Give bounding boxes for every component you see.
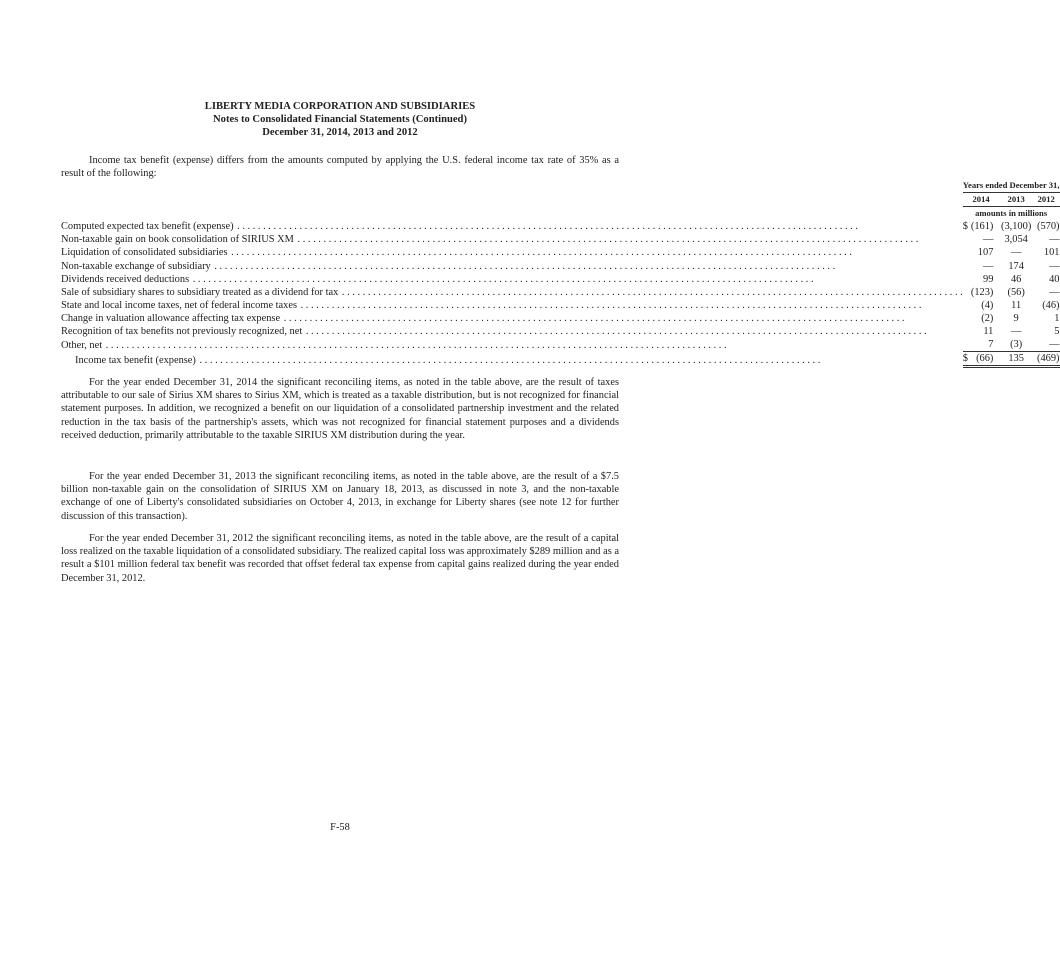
value-2013: (56) bbox=[1007, 286, 1025, 298]
intro-text: Income tax benefit (expense) differs from the amounts computed by applying the U.S. federal income tax rate of 35% as a result of the following: bbox=[61, 155, 619, 180]
value-2014: — bbox=[983, 260, 994, 272]
row-label: Computed expected tax benefit (expense) bbox=[61, 221, 234, 233]
value-2014: (161) bbox=[970, 221, 994, 233]
table-group-header-row bbox=[61, 179, 1060, 193]
value-2013: 135 bbox=[999, 352, 1033, 367]
dot-leader: Other, net . . . . . . . . . . . . . . . . . . . . . . . . . . . . . . . . . . . . . . . . . . . . . . . . . . . . . . . . . . . . . . . . . . . . . . . . . . . . . . . . . . . . . . . . . . . . . . . . . . . . . . . . . . . . . . . . . . . . . . . . bbox=[61, 339, 727, 351]
dot-leader: Income tax benefit (expense) . . . . . . . . . . . . . . . . . . . . . . . . . . . . . . . . . . . . . . . . . . . . . . . . . . . . . . . . . . . . . . . . . . . . . . . . . . . . . . . . . . . . . . . . . . . . . . . . . . . . . . . . . . . . . . . . . . . . . . . . bbox=[75, 354, 821, 366]
dot-leader: Recognition of tax benefits not previously recognized, net . . . . . . . . . . . . . . . . . . . . . . . . . . . . . . . . . . . . . . . . . . . . . . . . . . . . . . . . . . . . . . . . . . . . . . . . . . . . . . . . . . . . . . . . . . . . . . . . . . . . . . . . . . . . . . . . . . . . . . . . bbox=[61, 326, 927, 338]
value-2013: 9 bbox=[1013, 312, 1019, 324]
table-row bbox=[61, 273, 1060, 286]
value-2013: — bbox=[1010, 326, 1022, 338]
value-2014: — bbox=[983, 234, 994, 246]
value-2014: (66) bbox=[969, 352, 1000, 367]
row-label: Non-taxable exchange of subsidiary bbox=[61, 260, 211, 272]
period-subheading: December 31, 2014, 2013 and 2012 bbox=[262, 127, 418, 138]
value-2012: — bbox=[1049, 286, 1060, 298]
table-units-row bbox=[61, 207, 1060, 221]
table-body bbox=[61, 220, 1060, 367]
value-2012: — bbox=[1049, 260, 1060, 272]
year-header-2014: 2014 bbox=[963, 193, 1000, 207]
intro-paragraph bbox=[61, 154, 619, 180]
paragraph-2013-text: For the year ended December 31, 2013 the significant reconciling items, as noted in the table above, are the result of a $7.5 billion non-taxable gain on the consolidation of SIRIUS XM on January 18, 2013, as discussed in note 3, and the non-taxable exchange of one of Liberty's consolidated subsidiaries on October 4, 2013, in exchange for Liberty shares (see note 12 for further discussion of this transaction). bbox=[61, 471, 619, 522]
row-label-cell bbox=[61, 299, 963, 312]
years-ended-header: Years ended December 31, bbox=[963, 179, 1060, 193]
table-row bbox=[61, 286, 1060, 299]
value-2013: (3) bbox=[999, 338, 1033, 352]
row-label-cell bbox=[61, 338, 963, 352]
table-row bbox=[61, 312, 1060, 325]
row-label: Liquidation of consolidated subsidiaries bbox=[61, 247, 228, 259]
table-total-row bbox=[61, 352, 1060, 367]
value-2013: 3,054 bbox=[1004, 234, 1028, 246]
row-label-cell bbox=[61, 246, 963, 259]
value-2013: 174 bbox=[1008, 260, 1024, 272]
row-label-cell bbox=[61, 352, 963, 367]
table-year-header-row bbox=[61, 193, 1060, 207]
row-label: Non-taxable gain on book consolidation of SIRIUS XM bbox=[61, 234, 294, 246]
table-row bbox=[61, 260, 1060, 273]
row-label-cell bbox=[61, 260, 963, 273]
row-label: Dividends received deductions bbox=[61, 273, 190, 285]
value-2012: — bbox=[1049, 234, 1060, 246]
dot-leader: State and local income taxes, net of federal income taxes . . . . . . . . . . . . . . . . . . . . . . . . . . . . . . . . . . . . . . . . . . . . . . . . . . . . . . . . . . . . . . . . . . . . . . . . . . . . . . . . . . . . . . . . . . . . . . . . . . . . . . . . . . . . . . . . . . . . . . . . bbox=[61, 299, 922, 311]
year-header-2013: 2013 bbox=[999, 193, 1033, 207]
paragraph-2014-text: For the year ended December 31, 2014 the significant reconciling items, as noted in the table above, are the result of taxes attributable to our sale of Sirius XM shares to Sirius XM, which is treated as a taxable distribution, but is not recognized for financial statement purposes. In addition, we recognized a benefit on our liquidation of a consolidated partnership investment and the related reduction in the tax basis of the partnership's assets, which was not recognized for financial statement purposes and a dividends received deduction, primarily attributable to the taxable SIRIUS XM distribution during the year. bbox=[61, 377, 619, 441]
value-2014: (123) bbox=[970, 286, 994, 298]
dot-leader: Non-taxable gain on book consolidation of SIRIUS XM . . . . . . . . . . . . . . . . . . . . . . . . . . . . . . . . . . . . . . . . . . . . . . . . . . . . . . . . . . . . . . . . . . . . . . . . . . . . . . . . . . . . . . . . . . . . . . . . . . . . . . . . . . . . . . . . . . . . . . . . bbox=[61, 234, 919, 246]
dollar-sign: $ bbox=[963, 352, 969, 367]
value-2013: 46 bbox=[1010, 273, 1022, 285]
value-2012: 5 bbox=[1054, 326, 1060, 338]
table-row bbox=[61, 233, 1060, 246]
dot-leader: Computed expected tax benefit (expense) . . . . . . . . . . . . . . . . . . . . . . . . . . . . . . . . . . . . . . . . . . . . . . . . . . . . . . . . . . . . . . . . . . . . . . . . . . . . . . . . . . . . . . . . . . . . . . . . . . . . . . . . . . . . . . . . . . . . . . . . bbox=[61, 221, 858, 233]
value-2014: 99 bbox=[983, 273, 994, 285]
row-label: State and local income taxes, net of federal income taxes bbox=[61, 299, 298, 311]
paragraph-2012-text: For the year ended December 31, 2012 the significant reconciling items, as noted in the table above, are the result of a capital loss realized on the taxable liquidation of a consolidated subsidiary. The realized capital loss was approximately $289 million and as a result a $101 million federal tax benefit was recorded that offset federal tax expense from capital gains realized during the year ended December 31, 2012. bbox=[61, 533, 619, 584]
units-caption: amounts in millions bbox=[975, 208, 1048, 219]
dot-leader: Liquidation of consolidated subsidiaries . . . . . . . . . . . . . . . . . . . . . . . . . . . . . . . . . . . . . . . . . . . . . . . . . . . . . . . . . . . . . . . . . . . . . . . . . . . . . . . . . . . . . . . . . . . . . . . . . . . . . . . . . . . . . . . . . . . . . . . . bbox=[61, 247, 852, 259]
value-2012: 1 bbox=[1054, 312, 1060, 324]
row-label-cell bbox=[61, 220, 963, 233]
row-label-cell bbox=[61, 273, 963, 286]
row-label-cell bbox=[61, 325, 963, 338]
row-label-cell bbox=[61, 233, 963, 246]
value-2012: — bbox=[1033, 338, 1060, 352]
row-label: Recognition of tax benefits not previously recognized, net bbox=[61, 326, 303, 338]
paragraph-2013 bbox=[61, 470, 619, 523]
table-row bbox=[61, 299, 1060, 312]
paragraph-2012 bbox=[61, 532, 619, 585]
page-number: F-58 bbox=[330, 822, 350, 833]
value-2013: — bbox=[1010, 247, 1022, 259]
value-2012: 40 bbox=[1049, 273, 1060, 285]
value-2013: 11 bbox=[1011, 299, 1022, 311]
value-2013: (3,100) bbox=[1000, 221, 1032, 233]
value-2012: (570) bbox=[1036, 221, 1060, 233]
value-2014: 11 bbox=[983, 326, 994, 338]
row-label-cell bbox=[61, 286, 963, 299]
row-label: Other, net bbox=[61, 339, 103, 351]
value-2012: (469) bbox=[1033, 352, 1060, 367]
table-row bbox=[61, 325, 1060, 338]
year-header-2012: 2012 bbox=[1033, 193, 1060, 207]
value-2012: 101 bbox=[1043, 247, 1060, 259]
dot-leader: Non-taxable exchange of subsidiary . . . . . . . . . . . . . . . . . . . . . . . . . . . . . . . . . . . . . . . . . . . . . . . . . . . . . . . . . . . . . . . . . . . . . . . . . . . . . . . . . . . . . . . . . . . . . . . . . . . . . . . . . . . . . . . . . . . . . . . . bbox=[61, 260, 836, 272]
paragraph-2014 bbox=[61, 376, 619, 442]
dot-leader: Change in valuation allowance affecting tax expense . . . . . . . . . . . . . . . . . . . . . . . . . . . . . . . . . . . . . . . . . . . . . . . . . . . . . . . . . . . . . . . . . . . . . . . . . . . . . . . . . . . . . . . . . . . . . . . . . . . . . . . . . . . . . . . . . . . . . . . . bbox=[61, 312, 905, 324]
dot-leader: Sale of subsidiary shares to subsidiary treated as a dividend for tax . . . . . . . . . . . . . . . . . . . . . . . . . . . . . . . . . . . . . . . . . . . . . . . . . . . . . . . . . . . . . . . . . . . . . . . . . . . . . . . . . . . . . . . . . . . . . . . . . . . . . . . . . . . . . . . . . . . . . . . . bbox=[61, 286, 963, 298]
dot-leader: Dividends received deductions . . . . . . . . . . . . . . . . . . . . . . . . . . . . . . . . . . . . . . . . . . . . . . . . . . . . . . . . . . . . . . . . . . . . . . . . . . . . . . . . . . . . . . . . . . . . . . . . . . . . . . . . . . . . . . . . . . . . . . . . bbox=[61, 273, 814, 285]
notes-subheading: Notes to Consolidated Financial Statements (Continued) bbox=[213, 114, 467, 125]
value-2014: 7 bbox=[969, 338, 1000, 352]
row-label-cell bbox=[61, 312, 963, 325]
company-heading: LIBERTY MEDIA CORPORATION AND SUBSIDIARIES bbox=[204, 101, 476, 112]
value-2012: (46) bbox=[1042, 299, 1060, 311]
table-row bbox=[61, 220, 1060, 233]
value-2014: 107 bbox=[977, 247, 994, 259]
table-row bbox=[61, 338, 1060, 352]
value-2014: (2) bbox=[981, 312, 994, 324]
dollar-sign: $ bbox=[962, 221, 968, 233]
tax-reconciliation-table bbox=[61, 179, 1060, 368]
value-2014: (4) bbox=[981, 299, 994, 311]
row-label: Income tax benefit (expense) bbox=[75, 354, 196, 366]
table-row bbox=[61, 246, 1060, 259]
row-label: Change in valuation allowance affecting tax expense bbox=[61, 312, 281, 324]
row-label: Sale of subsidiary shares to subsidiary treated as a dividend for tax bbox=[61, 286, 339, 298]
